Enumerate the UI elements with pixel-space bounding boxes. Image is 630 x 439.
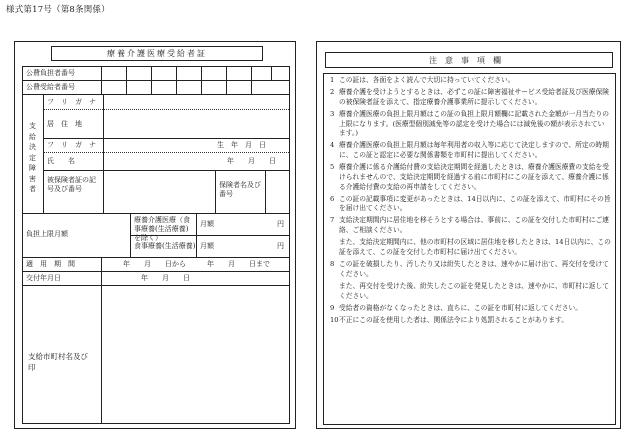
note-number: 4 — [330, 141, 335, 150]
meal-care-label: 食事療養(生活療養) — [134, 242, 196, 250]
note-text: この証の記載事項に変更があったときは、14日以内に、この証を添えて、市町村にその旨を届け出てください。 — [339, 194, 611, 213]
notes-title: 注意事項欄 — [325, 52, 613, 68]
notes-panel — [316, 41, 621, 429]
note-item — [330, 216, 611, 235]
support-section-label: 支給決定障害者 — [29, 122, 36, 193]
yen-1: 円 — [277, 220, 284, 228]
municipality-label: 支給市町村名及び印 — [28, 352, 88, 372]
note-text: 支給決定期間内に居住地を移そうとする場合は、事前に、この証を交付した市町村にご連絡、ご相談ください。 — [339, 216, 610, 235]
note-number: 2 — [330, 88, 335, 97]
recipient-number-label: 公費受給者番号 — [26, 83, 75, 91]
yen-2: 円 — [277, 242, 284, 250]
note-number: 8 — [330, 260, 335, 269]
note-text: 不正にこの証を使用した者は、関係法令により処罰されることがあります。 — [339, 315, 568, 324]
note-number: 6 — [330, 194, 335, 203]
note-item — [330, 110, 611, 139]
note-text: また、支給決定期間内に、他の市町村の区域に居住地を移したときは、14日以内に、この証を添えて、この証を交付した市町村に届け出てください。 — [339, 238, 611, 256]
note-item — [330, 163, 611, 192]
note-item — [330, 316, 611, 326]
note-item — [330, 141, 611, 160]
note-item — [330, 282, 611, 301]
note-text: この証を破損したり、汚したり又は紛失したときは、速やかに届け出て、再交付を受けてください。 — [339, 260, 609, 278]
birthdate-value: 年 月 日 — [227, 157, 276, 165]
note-number: 1 — [330, 76, 335, 84]
certificate-panel — [14, 41, 296, 429]
name-label: 氏 名 — [47, 157, 75, 165]
form-number: 様式第17号（第8条関係） — [6, 5, 110, 15]
payer-number-label: 公費負担者番号 — [26, 69, 75, 77]
insured-symbol-label: 被保険者証の記号及び番号 — [47, 176, 96, 193]
monthly-amount-1: 月額 — [200, 220, 214, 228]
note-item — [330, 260, 611, 279]
note-item — [330, 304, 611, 314]
note-number: 10 — [330, 315, 339, 324]
note-number: 5 — [330, 163, 335, 172]
note-item — [330, 195, 611, 214]
note-text: 受給者の資格がなくなったときは、直ちに、この証を市町村に返してください。 — [339, 303, 583, 312]
note-item — [330, 88, 611, 107]
notes-list — [323, 73, 616, 425]
furigana-label-2: フ リ ガ ナ — [47, 141, 96, 149]
note-number: 3 — [330, 109, 335, 118]
note-number: 9 — [330, 303, 335, 312]
medical-care-label: 療養介護医療（食事療養(生活療養)を除く） — [134, 216, 190, 242]
note-item — [330, 76, 611, 86]
monthly-amount-2: 月額 — [200, 242, 214, 250]
note-text: 療養介護医療の負担上限月額は毎年利用者の収入等に応じて決定しますので、所定の時期に、この証と認定に必要な関係書類を市町村に提出してください。 — [339, 141, 609, 160]
note-text: 療養介護に係る介護給付費の支給決定期間を経過したときは、療養介護医療費の支給を受けられませんので、支給決定期間を経過する前に市町村にこの証を添えて、療養介護に係る介護給付費の支給の再申請をしてください。 — [339, 163, 610, 191]
issue-date-label: 交付年月日 — [26, 274, 61, 282]
address-label: 居 住 地 — [47, 120, 82, 128]
furigana-label-1: フ リ ガ ナ — [47, 98, 96, 106]
birthdate-label: 生 年 月 日 — [217, 141, 266, 149]
note-text: この証は、各面をよく読んで大切に持っていてください。 — [339, 76, 515, 84]
note-text: 療養介護を受けようとするときは、必ずこの証に障害福祉サービス受給者証及び医療保険の被保険者証を添えて、指定療養介護事業所に提示してください。 — [339, 88, 610, 106]
note-text: また、再交付を受けた後、紛失したこの証を発見したときは、速やかに、市町村に返してください。 — [339, 281, 610, 300]
certificate-grid — [22, 66, 290, 424]
note-number: 7 — [330, 216, 335, 225]
note-item — [330, 238, 611, 257]
issue-date-value: 年 月 日 — [141, 274, 190, 282]
insurer-number-label: 保険者名及び番号 — [219, 181, 261, 198]
note-text: 療養介護医療の負担上限月額はこの証の負担上限月額欄に記載された金額が一月当たりの上限になります。(医療型個別減免等の認定を受けた場合には減免後の額が表示されています。) — [339, 109, 610, 138]
certificate-title: 療養介護医療受給者証 — [51, 46, 263, 61]
monthly-limit-label: 負担上限月額 — [26, 230, 68, 238]
period-label: 適 用 期 間 — [26, 260, 75, 268]
period-value: 年 月 日から 年 月 日まで — [123, 260, 270, 268]
